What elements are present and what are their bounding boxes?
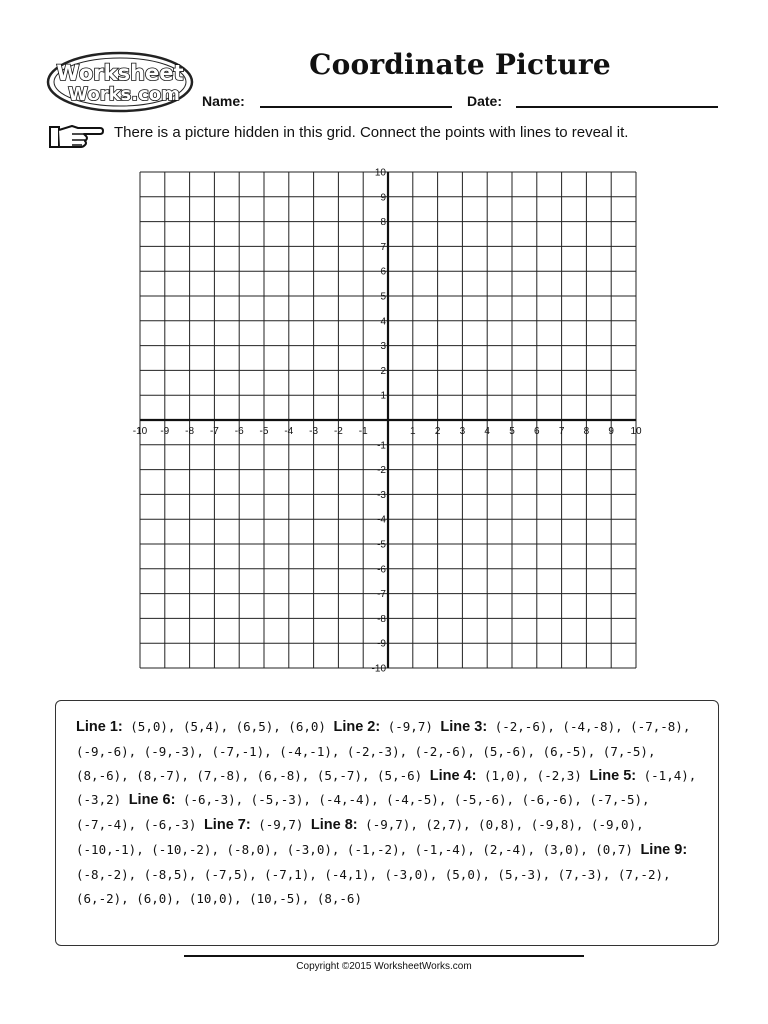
name-field[interactable] bbox=[260, 106, 452, 108]
x-tick-label: -4 bbox=[284, 426, 294, 437]
x-tick-label: -2 bbox=[333, 426, 343, 437]
y-tick-label: 7 bbox=[380, 241, 386, 253]
line-label: Line 6: bbox=[128, 792, 176, 809]
y-tick-label: 8 bbox=[380, 217, 386, 229]
x-tick-label: 2 bbox=[434, 426, 441, 437]
line-label: Line 5: bbox=[589, 767, 637, 784]
line-points: (-1,4), (-3,2) bbox=[76, 767, 697, 808]
pointing-hand-icon bbox=[48, 121, 104, 151]
y-tick-label: -4 bbox=[377, 514, 386, 526]
y-tick-label: 5 bbox=[380, 291, 386, 303]
coordinate-grid bbox=[128, 164, 648, 692]
logo-line2: Works.com bbox=[68, 84, 180, 105]
x-tick-label: -3 bbox=[309, 426, 319, 437]
line-label: Line 4: bbox=[429, 767, 477, 784]
y-tick-label: -5 bbox=[377, 539, 386, 551]
worksheetworks-logo bbox=[46, 50, 196, 114]
x-tick-label: 4 bbox=[484, 426, 490, 437]
line-points: (-8,-2), (-8,5), (-7,5), (-7,1), (-4,1), (-3,0), (5,0), (5,-3), (7,-3), (7,-2), (6,-2), (6,0), (10,0), (10,-5), (8,-6) bbox=[76, 866, 671, 906]
line-points: (-2,-6), (-4,-8), (-7,-8), (-9,-6), (-9,-3), (-7,-1), (-4,-1), (-2,-3), (-2,-6), (5,-6), (6,-5), (7,-5), (8,-6), (8,-7), (7,-8), (6,-8), (5,-7), (5,-6) bbox=[76, 719, 691, 783]
x-tick-label: 9 bbox=[608, 426, 614, 437]
y-tick-label: 3 bbox=[380, 341, 386, 353]
y-tick-label: 9 bbox=[380, 192, 386, 204]
y-tick-label: 1 bbox=[380, 390, 386, 402]
x-tick-label: 7 bbox=[558, 426, 565, 437]
x-tick-label: -6 bbox=[234, 426, 244, 437]
x-tick-label: -5 bbox=[259, 426, 269, 437]
x-tick-label: 6 bbox=[534, 426, 540, 437]
y-tick-label: 6 bbox=[380, 266, 386, 278]
y-tick-label: -2 bbox=[377, 465, 386, 477]
line-label: Line 2: bbox=[333, 719, 381, 735]
instruction-text: There is a picture hidden in this grid. Connect the points with lines to reveal it. bbox=[114, 124, 629, 141]
line-points-list bbox=[76, 715, 700, 910]
line-points: (5,0), (5,4), (6,5), (6,0) bbox=[130, 719, 326, 734]
y-tick-label: 10 bbox=[374, 167, 386, 179]
line-points: (-9,7), (2,7), (0,8), (-9,8), (-9,0), (-10,-1), (-10,-2), (-8,0), (-3,0), (-1,-2), (-1,-4), (2,-4), (3,0), (0,7) bbox=[76, 817, 644, 857]
x-tick-label: -8 bbox=[185, 426, 195, 437]
line-label: Line 3: bbox=[440, 719, 488, 735]
points-box bbox=[55, 700, 719, 946]
y-tick-label: -9 bbox=[377, 638, 386, 650]
x-tick-label: -10 bbox=[132, 426, 148, 437]
y-tick-label: -6 bbox=[377, 564, 386, 576]
x-tick-label: 5 bbox=[509, 426, 515, 437]
line-points: (1,0), (-2,3) bbox=[483, 767, 582, 783]
x-tick-label: 1 bbox=[410, 426, 416, 437]
line-points: (-6,-3), (-5,-3), (-4,-4), (-4,-5), (-5,-6), (-6,-6), (-7,-5), (-7,-4), (-6,-3) bbox=[76, 792, 650, 833]
line-label: Line 8: bbox=[310, 817, 358, 834]
x-tick-label: -9 bbox=[160, 426, 170, 437]
y-tick-label: -1 bbox=[377, 440, 386, 452]
footer-divider bbox=[184, 955, 584, 957]
line-label: Line 7: bbox=[203, 817, 251, 834]
line-points: (-9,7) bbox=[387, 719, 433, 734]
x-tick-label: -1 bbox=[358, 426, 368, 437]
line-label: Line 1: bbox=[76, 719, 123, 735]
date-label: Date: bbox=[467, 93, 503, 109]
copyright-text: Copyright ©2015 WorksheetWorks.com bbox=[296, 961, 472, 972]
y-tick-label: -3 bbox=[377, 489, 386, 501]
line-label: Line 9: bbox=[640, 841, 688, 858]
x-tick-label: 10 bbox=[630, 426, 642, 437]
y-tick-label: -7 bbox=[377, 589, 386, 601]
page-title: Coordinate Picture bbox=[309, 48, 611, 81]
x-tick-label: 8 bbox=[583, 426, 590, 437]
y-tick-label: -8 bbox=[377, 613, 386, 625]
y-tick-label: 2 bbox=[380, 365, 386, 377]
logo-line1: Worksheet bbox=[56, 61, 184, 85]
y-tick-label: -10 bbox=[371, 663, 386, 675]
line-points: (-9,7) bbox=[258, 817, 304, 833]
x-tick-label: 3 bbox=[459, 426, 466, 437]
date-field[interactable] bbox=[516, 106, 718, 108]
name-label: Name: bbox=[202, 93, 245, 109]
x-tick-label: -7 bbox=[209, 426, 219, 437]
y-tick-label: 4 bbox=[380, 316, 386, 328]
